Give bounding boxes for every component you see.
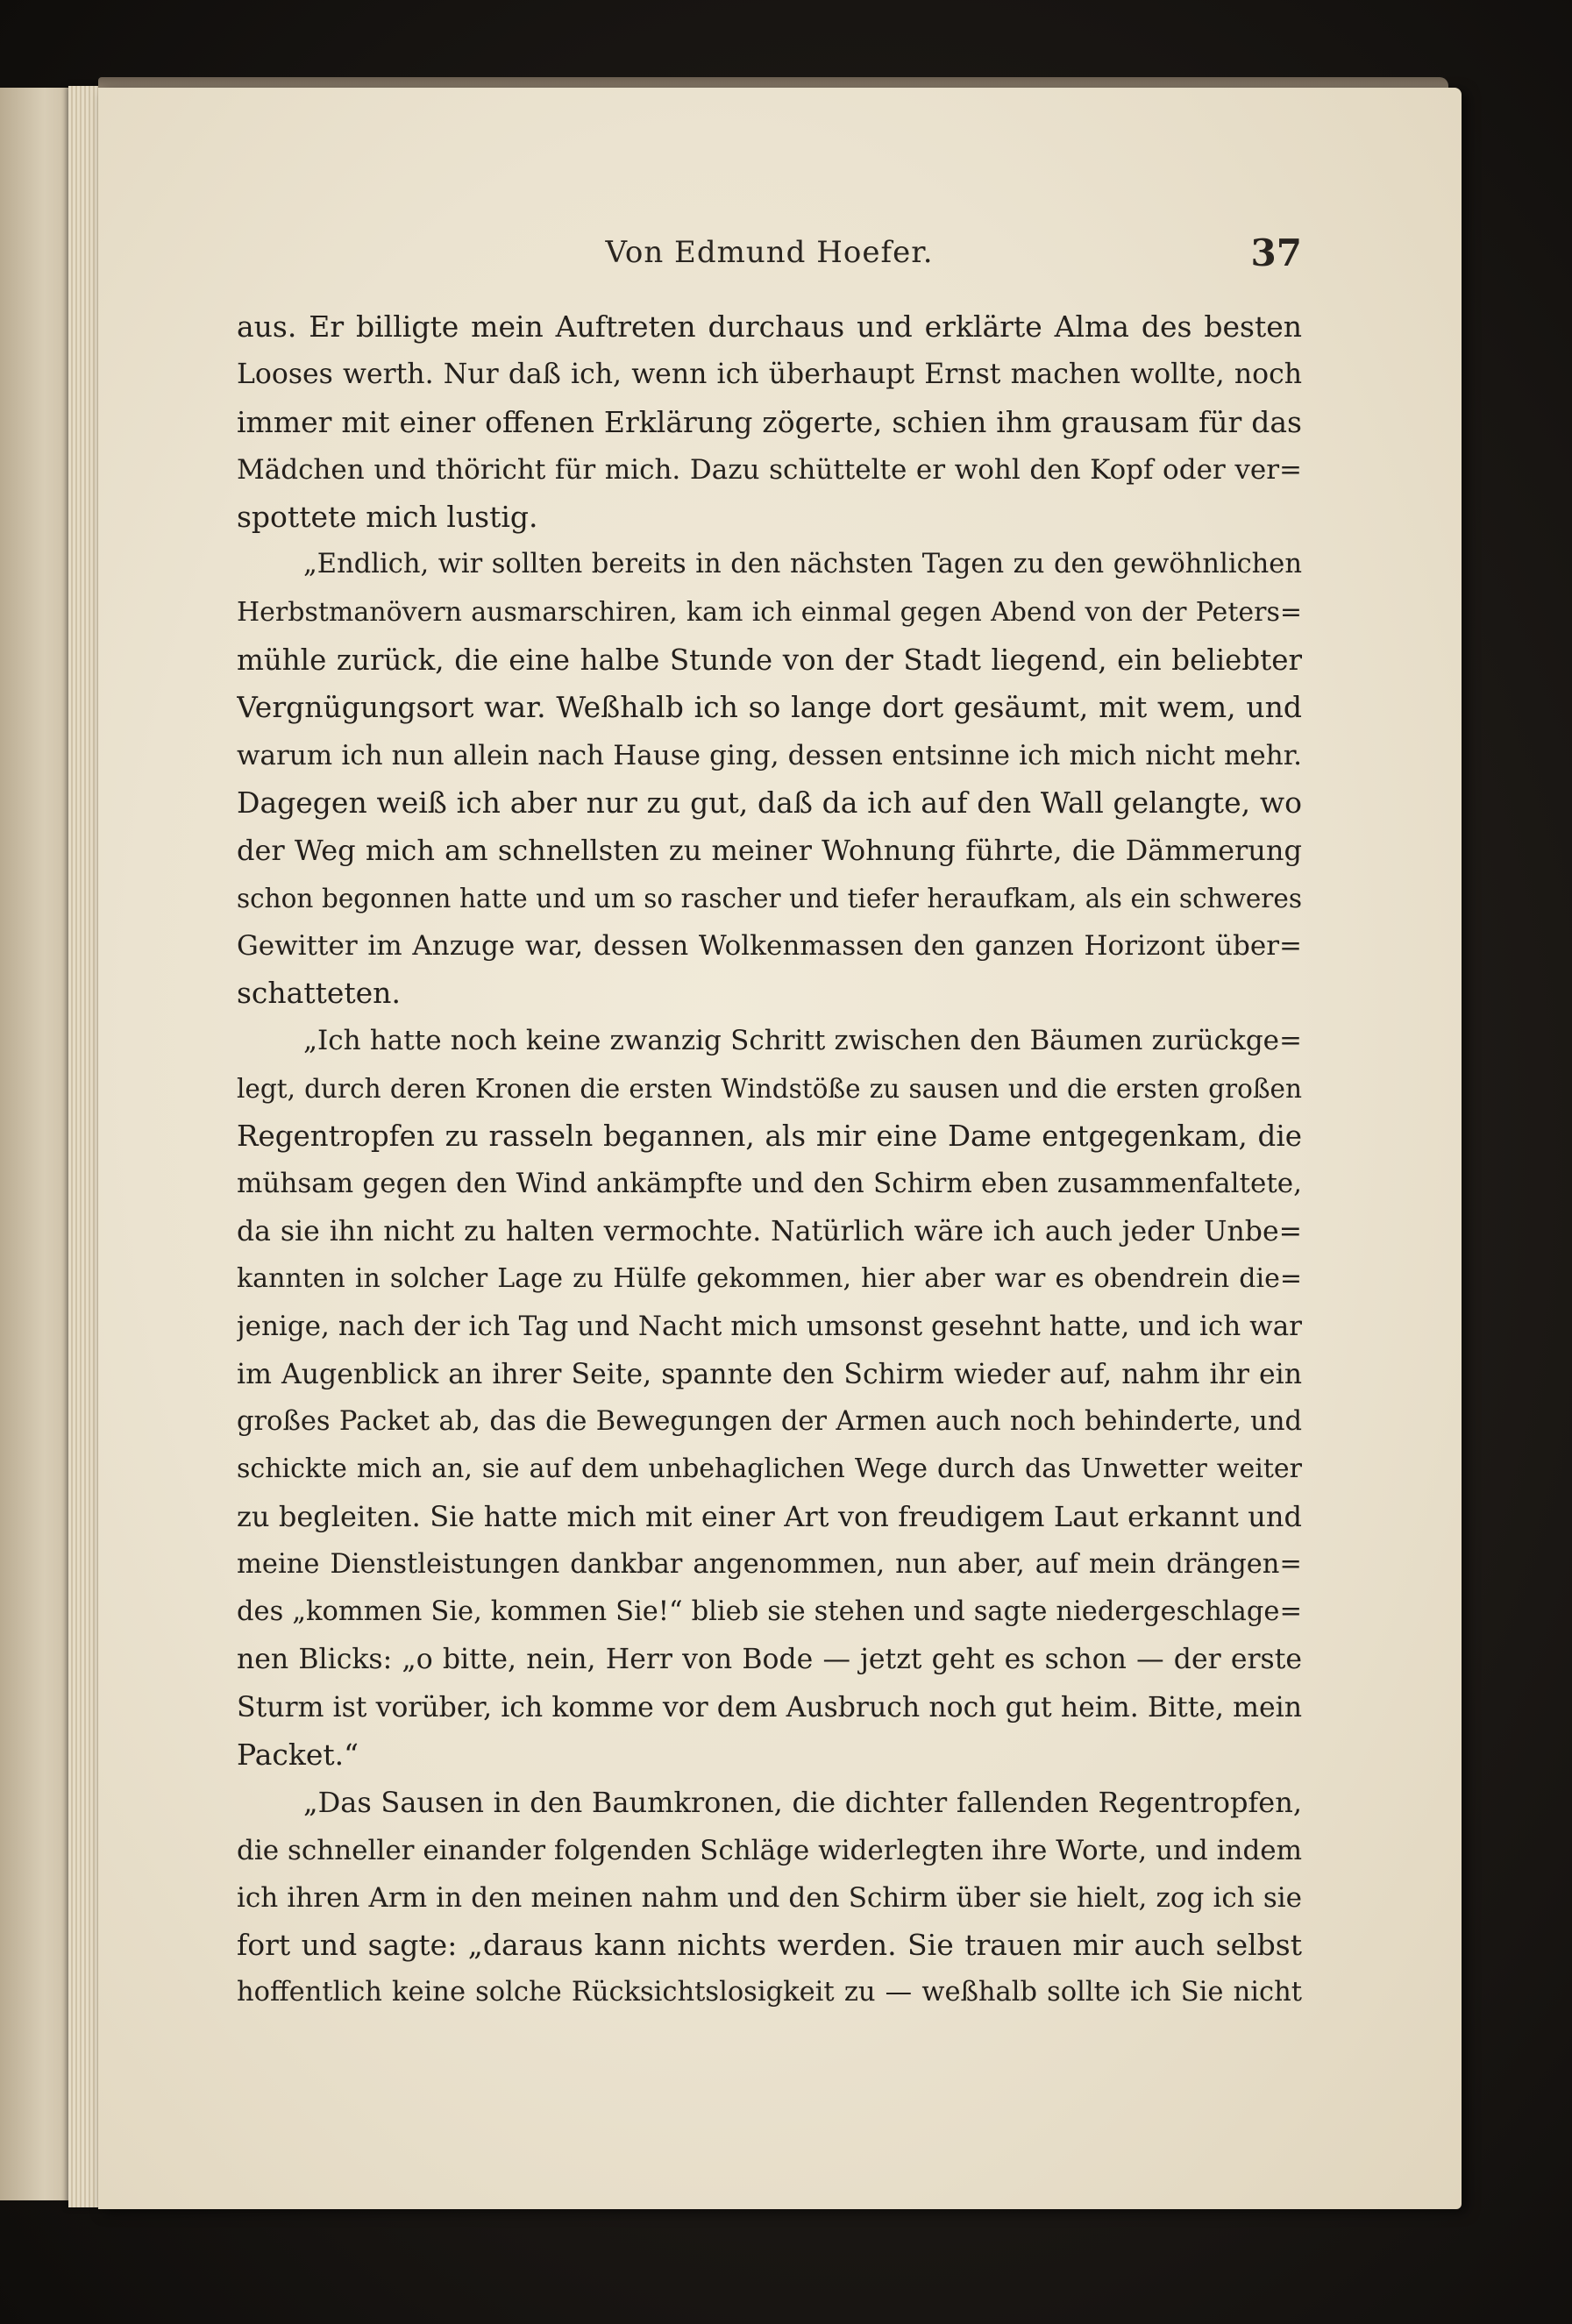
text-line: „Endlich, wir sollten bereits in den nächsten Tagen zu den gewöhnlichen xyxy=(303,549,1302,580)
text-line: schatteten. xyxy=(237,976,401,1011)
text-line: da sie ihn nicht zu halten vermochte. Natürlich wäre ich auch jeder Unbe= xyxy=(237,1215,1302,1247)
text-line: zu begleiten. Sie hatte mich mit einer Art von freudigem Laut erkannt und xyxy=(237,1500,1302,1534)
text-line: Looses werth. Nur daß ich, wenn ich überhaupt Ernst machen wollte, noch xyxy=(237,359,1302,391)
text-line: Regentropfen zu rasseln begannen, als mir eine Dame entgegenkam, die xyxy=(237,1119,1302,1154)
text-line: warum ich nun allein nach Hause ging, dessen entsinne ich mich nicht mehr. xyxy=(237,739,1302,771)
text-line: der Weg mich am schnellsten zu meiner Wohnung führte, die Dämmerung xyxy=(237,834,1302,868)
text-line: Sturm ist vorüber, ich komme vor dem Ausbruch noch gut heim. Bitte, mein xyxy=(237,1691,1302,1723)
text-line: meine Dienstleistungen dankbar angenommen, nun aber, auf mein drängen= xyxy=(237,1548,1302,1580)
text-line: legt, durch deren Kronen die ersten Windstöße zu sausen und die ersten großen xyxy=(237,1073,1302,1104)
text-line: großes Packet ab, das die Bewegungen der Armen auch noch behinderte, und xyxy=(237,1405,1302,1437)
text-line: Mädchen und thöricht für mich. Dazu schüttelte er wohl den Kopf oder ver= xyxy=(237,453,1302,486)
text-line: Herbstmanövern ausmarschiren, kam ich einmal gegen Abend von der Peters= xyxy=(237,596,1302,628)
text-line: die schneller einander folgenden Schläge widerlegten ihre Worte, und indem xyxy=(237,1834,1302,1866)
text-line: ich ihren Arm in den meinen nahm und den Schirm über sie hielt, zog ich sie xyxy=(237,1881,1302,1914)
page-header xyxy=(237,231,1302,279)
text-line: mühsam gegen den Wind ankämpfte und den Schirm eben zusammenfaltete, xyxy=(237,1168,1302,1200)
text-line: immer mit einer offenen Erklärung zögerte, schien ihm grausam für das xyxy=(237,404,1302,439)
text-line: „Das Sausen in den Baumkronen, die dichter fallenden Regentropfen, xyxy=(303,1786,1302,1820)
body-text xyxy=(237,303,1302,2017)
text-line: „Ich hatte noch keine zwanzig Schritt zwischen den Bäumen zurückge= xyxy=(303,1025,1302,1057)
text-line: schickte mich an, sie auf dem unbehaglichen Wege durch das Unwetter weiter xyxy=(237,1453,1302,1485)
text-line: hoffentlich keine solche Rücksichtslosigkeit zu — weßhalb sollte ich Sie nicht xyxy=(237,1977,1302,2008)
text-line: fort und sagte: „daraus kann nichts werden. Sie trauen mir auch selbst xyxy=(237,1928,1302,1963)
text-line: Gewitter im Anzuge war, dessen Wolkenmassen den ganzen Horizont über= xyxy=(237,929,1302,962)
text-line: jenige, nach der ich Tag und Nacht mich umsonst gesehnt hatte, und ich war xyxy=(237,1311,1302,1343)
text-line: des „kommen Sie, kommen Sie!“ blieb sie stehen und sagte niedergeschlage= xyxy=(237,1596,1302,1628)
text-line: Vergnügungsort war. Weßhalb ich so lange dort gesäumt, mit wem, und xyxy=(237,690,1302,725)
text-line: im Augenblick an ihrer Seite, spannte den Schirm wieder auf, nahm ihr ein xyxy=(237,1358,1302,1390)
text-line: Dagegen weiß ich aber nur zu gut, daß da ich auf den Wall gelangte, wo xyxy=(237,785,1302,820)
text-line: kannten in solcher Lage zu Hülfe gekommen, hier aber war es obendrein die= xyxy=(237,1262,1302,1294)
text-line: nen Blicks: „o bitte, nein, Herr von Bode — jetzt geht es schon — der erste xyxy=(237,1644,1302,1676)
running-head: Von Edmund Hoefer. xyxy=(605,235,934,270)
page-number: 37 xyxy=(1250,231,1302,274)
text-line: spottete mich lustig. xyxy=(237,500,538,535)
text-line: aus. Er billigte mein Auftreten durchaus und erklärte Alma des besten xyxy=(237,309,1302,344)
text-line: Packet.“ xyxy=(237,1737,359,1772)
text-line: mühle zurück, die eine halbe Stunde von der Stadt liegend, ein beliebter xyxy=(237,643,1302,678)
text-line: schon begonnen hatte und um so rascher und tiefer heraufkam, als ein schweres xyxy=(237,883,1302,913)
